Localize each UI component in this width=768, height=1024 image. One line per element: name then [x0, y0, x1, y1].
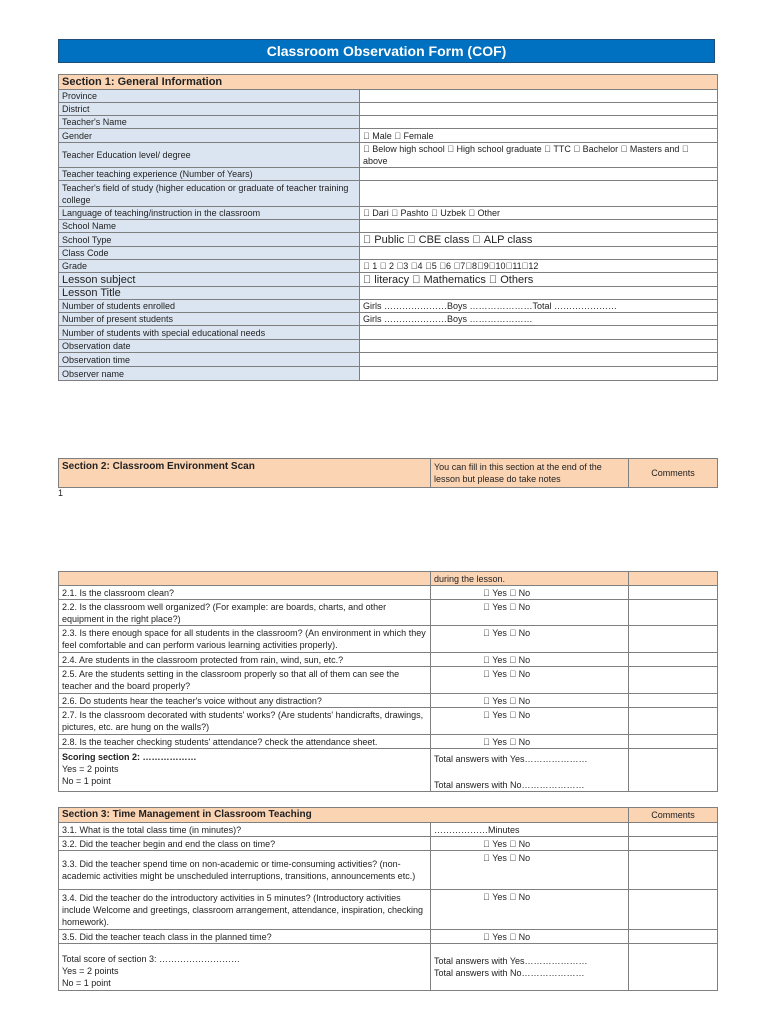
section1-row-label: Number of students with special educational needs	[59, 326, 360, 340]
section2-title: Section 2: Classroom Environment Scan	[59, 459, 431, 488]
section3-comment-cell[interactable]	[629, 930, 718, 944]
section3-question-row	[59, 851, 718, 890]
section2-comments-header: Comments	[629, 459, 718, 488]
section2-question: 2.3. Is there enough space for all students in the classroom? (An environment in which they feel comfortable and can perform various learning activities properly).	[59, 626, 431, 653]
section2-question-row	[59, 735, 718, 749]
section2-question-row	[59, 667, 718, 694]
section1-row-value[interactable]: Girls …………………Boys …………………	[360, 313, 718, 326]
section2-note: You can fill in this section at the end of the lesson but please do take notes	[431, 459, 629, 488]
section1-row	[59, 181, 718, 207]
section2-question-row	[59, 708, 718, 735]
section2-question: 2.5. Are the students setting in the classroom properly so that all of them can see the teacher and the board properly?	[59, 667, 431, 694]
section2-question: 2.2. Is the classroom well organized? (For example: are boards, charts, and other equipment in the right place?)	[59, 600, 431, 626]
section1-row-value[interactable]	[360, 247, 718, 260]
section3-yes-no-checkbox[interactable]: Yes No	[431, 890, 629, 930]
section2-total-yes[interactable]: Total answers with Yes…………………	[434, 754, 588, 764]
section3-total-no[interactable]: Total answers with No…………………	[434, 968, 585, 978]
section3-total-yes[interactable]: Total answers with Yes…………………	[434, 956, 588, 966]
section1-row	[59, 116, 718, 129]
section3-yes-points: Yes = 2 points	[62, 966, 119, 976]
section1-row	[59, 207, 718, 220]
section1-row-label: Observation date	[59, 340, 360, 353]
section2-yes-points: Yes = 2 points	[62, 764, 119, 774]
section3-question: 3.1. What is the total class time (in minutes)?	[59, 823, 431, 837]
section1-row-value[interactable]: Public CBE class ALP class	[360, 233, 718, 247]
section2-yes-no-checkbox[interactable]: Yes No	[431, 708, 629, 735]
section3-score-comment[interactable]	[629, 944, 718, 991]
section1-row-value[interactable]	[360, 287, 718, 300]
section2-no-points: No = 1 point	[62, 776, 111, 786]
section3-comment-cell[interactable]	[629, 851, 718, 890]
section1-row	[59, 367, 718, 381]
section2-comment-cell[interactable]	[629, 694, 718, 708]
section3-yes-no-checkbox[interactable]: Yes No	[431, 930, 629, 944]
section1-row	[59, 300, 718, 313]
section1-row-label: Province	[59, 90, 360, 103]
section2-yes-no-checkbox[interactable]: Yes No	[431, 600, 629, 626]
section2-table	[58, 571, 718, 792]
section2-note-cont: during the lesson.	[431, 572, 629, 586]
section2-header-table	[58, 458, 718, 488]
section1-row-value[interactable]	[360, 168, 718, 181]
section2-totals	[431, 749, 629, 792]
section3-question-row	[59, 890, 718, 930]
section1-row-label: Teacher's Name	[59, 116, 360, 129]
section1-row	[59, 129, 718, 143]
section1-table	[58, 74, 718, 381]
section3-question: 3.3. Did the teacher spend time on non-academic or time-consuming activities? (non-academic activities might be unscheduled interruptions, transitions, announcements etc.)	[59, 851, 431, 890]
section3-scoring	[59, 944, 431, 991]
section2-question-row	[59, 586, 718, 600]
section2-total-no[interactable]: Total answers with No…………………	[434, 780, 585, 790]
section1-row-value[interactable]	[360, 340, 718, 353]
section1-row-label: Grade	[59, 260, 360, 273]
section2-question: 2.8. Is the teacher checking students' attendance? check the attendance sheet.	[59, 735, 431, 749]
section1-row-label: Teacher's field of study (higher education or graduate of teacher training college	[59, 181, 360, 207]
section2-scoring	[59, 749, 431, 792]
section2-comment-cell[interactable]	[629, 667, 718, 694]
section1-row-value[interactable]	[360, 116, 718, 129]
section3-question-row	[59, 930, 718, 944]
section1-row	[59, 90, 718, 103]
form-title: Classroom Observation Form (COF)	[58, 39, 715, 63]
section2-yes-no-checkbox[interactable]: Yes No	[431, 653, 629, 667]
section1-row-label: District	[59, 103, 360, 116]
section2-question: 2.4. Are students in the classroom protected from rain, wind, sun, etc.?	[59, 653, 431, 667]
section1-row-label: Class Code	[59, 247, 360, 260]
section2-yes-no-checkbox[interactable]: Yes No	[431, 735, 629, 749]
section3-minutes-field[interactable]: ………………Minutes	[431, 823, 629, 837]
page-number: 1	[58, 488, 64, 498]
section1-row-label: Lesson subject	[59, 273, 360, 287]
section1-row	[59, 313, 718, 326]
section1-row-value[interactable]	[360, 367, 718, 381]
section1-row	[59, 233, 718, 247]
section3-comment-cell[interactable]	[629, 890, 718, 930]
section2-question-row	[59, 600, 718, 626]
section3-question: 3.2. Did the teacher begin and end the class on time?	[59, 837, 431, 851]
section3-yes-no-checkbox[interactable]: Yes No	[431, 851, 629, 890]
section1-row-value[interactable]	[360, 103, 718, 116]
section3-table	[58, 807, 718, 991]
section2-comment-cell[interactable]	[629, 600, 718, 626]
section2-question: 2.6. Do students hear the teacher's voice without any distraction?	[59, 694, 431, 708]
section3-question: 3.5. Did the teacher teach class in the planned time?	[59, 930, 431, 944]
section1-row-value[interactable]	[360, 353, 718, 367]
section1-row-label: Observer name	[59, 367, 360, 381]
section1-row	[59, 143, 718, 168]
section1-row-value[interactable]	[360, 181, 718, 207]
section1-row-label: Language of teaching/instruction in the classroom	[59, 207, 360, 220]
section2-comment-cell[interactable]	[629, 708, 718, 735]
section1-row	[59, 168, 718, 181]
section1-row-value[interactable]: Dari Pashto Uzbek Other	[360, 207, 718, 220]
section1-row-label: Gender	[59, 129, 360, 143]
section1-row-value[interactable]: Male Female	[360, 129, 718, 143]
section1-row	[59, 247, 718, 260]
section3-comment-cell[interactable]	[629, 837, 718, 851]
section1-row-label: School Name	[59, 220, 360, 233]
section1-row	[59, 273, 718, 287]
section1-row-value[interactable]: Girls …………………Boys …………………Total …………………	[360, 300, 718, 313]
section1-row-label: Teacher teaching experience (Number of Years)	[59, 168, 360, 181]
section2-comment-cell[interactable]	[629, 586, 718, 600]
section1-row-value[interactable]	[360, 220, 718, 233]
section3-comments-header: Comments	[629, 808, 718, 823]
section1-row-value[interactable]: 1 2 3 4 5 6 7 8 9 10 11 12	[360, 260, 718, 273]
section2-question: 2.1. Is the classroom clean?	[59, 586, 431, 600]
section1-row	[59, 220, 718, 233]
section2-yes-no-checkbox[interactable]: Yes No	[431, 667, 629, 694]
section2-question: 2.7. Is the classroom decorated with students' works? (Are students' handicrafts, drawings, pictures, etc. are hung on the walls?)	[59, 708, 431, 735]
section1-row-value[interactable]	[360, 326, 718, 340]
section3-no-points: No = 1 point	[62, 978, 111, 988]
section2-yes-no-checkbox[interactable]: Yes No	[431, 626, 629, 653]
section1-row-label: Teacher Education level/ degree	[59, 143, 360, 168]
section1-row-label: Number of students enrolled	[59, 300, 360, 313]
section1-row	[59, 260, 718, 273]
section1-row	[59, 326, 718, 340]
section2-question-row	[59, 626, 718, 653]
section2-yes-no-checkbox[interactable]: Yes No	[431, 694, 629, 708]
section2-comment-cell[interactable]	[629, 735, 718, 749]
section1-row-value[interactable]: literacy Mathematics Others	[360, 273, 718, 287]
section2-score-comment[interactable]	[629, 749, 718, 792]
section1-row	[59, 353, 718, 367]
section1-row-value[interactable]	[360, 90, 718, 103]
section3-totals	[431, 944, 629, 991]
section1-row-value[interactable]: Below high school High school graduate TTC Bachelor Masters and above	[360, 143, 718, 168]
section1-row	[59, 103, 718, 116]
section3-yes-no-checkbox[interactable]: Yes No	[431, 837, 629, 851]
section2-yes-no-checkbox[interactable]: Yes No	[431, 586, 629, 600]
section1-row	[59, 340, 718, 353]
section1-row-label: Observation time	[59, 353, 360, 367]
section3-question-row	[59, 823, 718, 837]
section1-title: Section 1: General Information	[59, 75, 718, 90]
section1-row	[59, 287, 718, 300]
section2-question-row	[59, 653, 718, 667]
section3-question-row	[59, 837, 718, 851]
section3-title: Section 3: Time Management in Classroom Teaching	[59, 808, 629, 823]
section1-row-label: School Type	[59, 233, 360, 247]
section1-row-label: Lesson Title	[59, 287, 360, 300]
section2-question-row	[59, 694, 718, 708]
section2-comment-cell[interactable]	[629, 626, 718, 653]
section3-question: 3.4. Did the teacher do the introductory activities in 5 minutes? (Introductory activities include Welcome and greetings, classroom arrangement, attendance, inspiration, checking homework).	[59, 890, 431, 930]
section1-row-label: Number of present students	[59, 313, 360, 326]
section2-scoring-title: Scoring section 2: ………………	[62, 752, 197, 762]
section2-comment-cell[interactable]	[629, 653, 718, 667]
section3-comment-cell[interactable]	[629, 823, 718, 837]
section3-scoring-title: Total score of section 3: ………………………	[62, 954, 241, 964]
